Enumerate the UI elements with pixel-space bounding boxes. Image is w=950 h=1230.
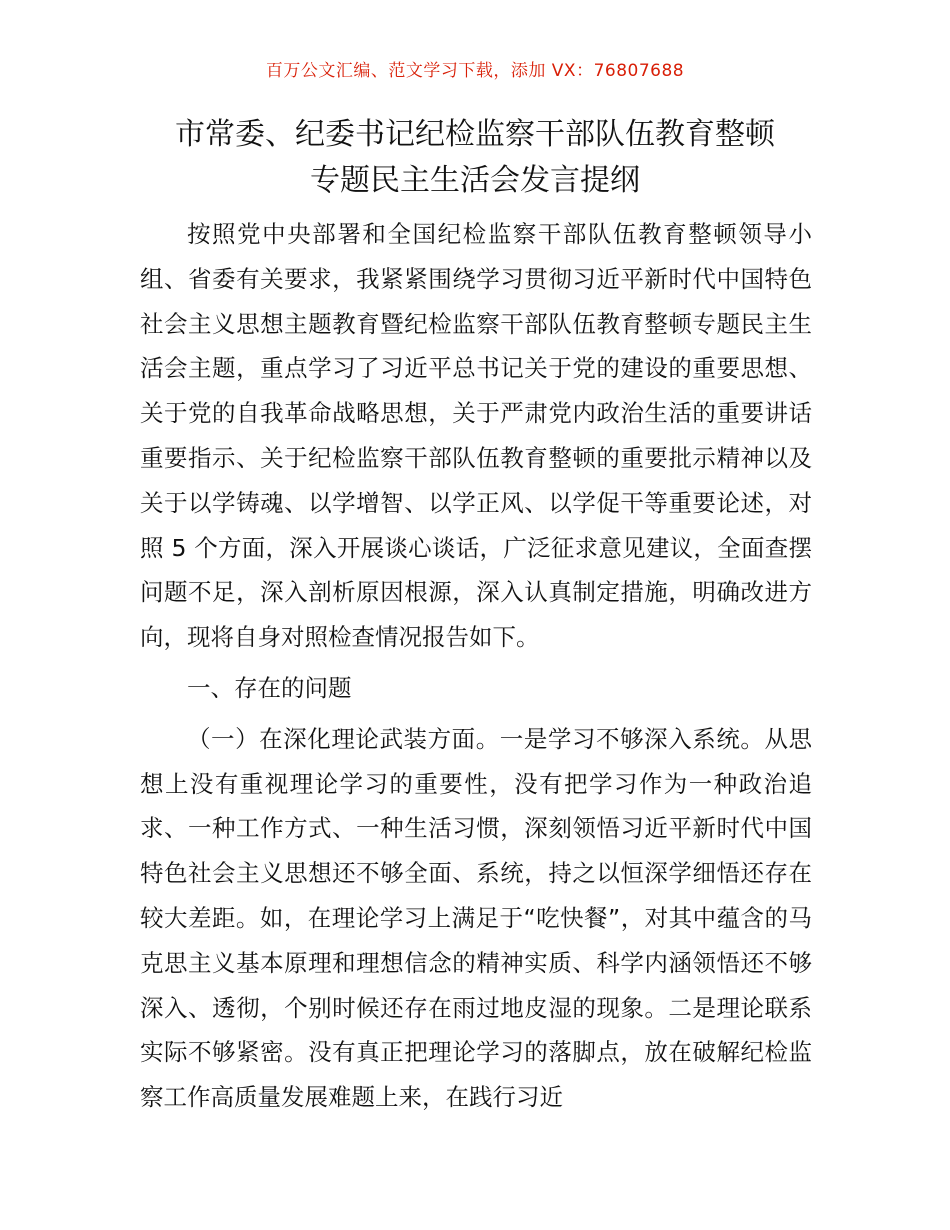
header-watermark-note: 百万公文汇编、范文学习下载，添加 VX：76807688 — [265, 61, 685, 81]
intro-paragraph: 按照党中央部署和全国纪检监察干部队伍教育整顿领导小组、省委有关要求，我紧紧围绕学习贯彻习近平新时代中国特色社会主义思想主题教育暨纪检监察干部队伍教育整顿专题民主生活会主题，重点学习了习近平总书记关于党的建设的重要思想、关于党的自我革命战略思想，关于严肃党内政治生活的重要讲话重要指示、关于纪检监察干部队伍教育整顿的重要批示精神以及关于以学铸魂、以学增智、以学正风、以学促干等重要论述，对照 5 个方面，深入开展谈心谈话，广泛征求意见建议，全面查摆问题不足，深入剖析原因根源，深入认真制定措施，明确改进方向，现将自身对照检查情况报告如下。 — [140, 220, 812, 652]
document-body — [140, 212, 812, 1120]
title-line-2: 专题民主生活会发言提纲 — [310, 163, 640, 198]
section-heading: 一、存在的问题 — [187, 673, 352, 702]
title-line-1: 市常委、纪委书记纪检监察干部队伍教育整顿 — [175, 117, 775, 152]
document-title — [120, 112, 830, 204]
section-paragraph: （一）在深化理论武装方面。一是学习不够深入系统。从思想上没有重视理论学习的重要性，没有把学习作为一种政治追求、一种工作方式、一种生活习惯，深刻领悟习近平新时代中国特色社会主义思想还不够全面、系统，持之以恒深学细悟还存在较大差距。如，在理论学习上满足于“吃快餐”，对其中蕴含的马克思主义基本原理和理想信念的精神实质、科学内涵领悟还不够深入、透彻，个别时候还存在雨过地皮湿的现象。二是理论联系实际不够紧密。没有真正把理论学习的落脚点，放在破解纪检监察工作高质量发展难题上来，在践行习近 — [140, 724, 812, 1112]
